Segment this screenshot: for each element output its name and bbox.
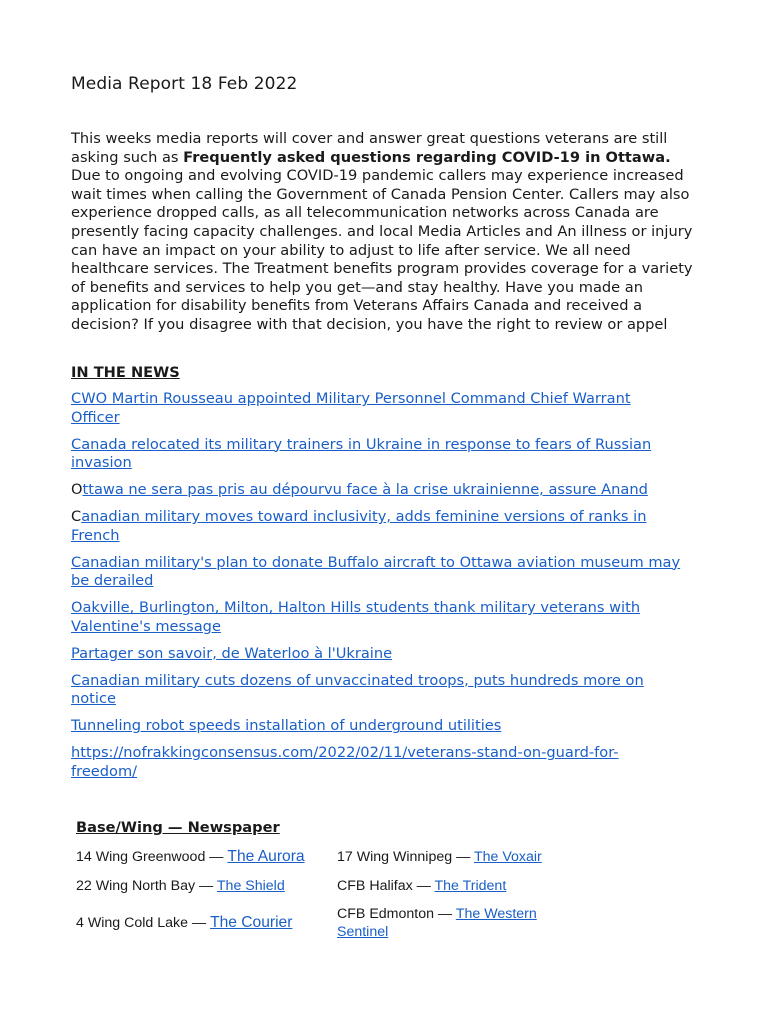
base-label: 4 Wing Cold Lake — (76, 915, 211, 931)
news-item (71, 481, 681, 500)
table-row (76, 840, 567, 873)
newspaper-link[interactable]: The Aurora (227, 847, 305, 865)
news-item (71, 717, 681, 736)
base-label: CFB Edmonton — (337, 906, 456, 922)
table-row (76, 898, 567, 948)
news-heading: IN THE NEWS (71, 364, 180, 381)
news-link[interactable]: Partager son savoir, de Waterloo à l'Ukraine (71, 644, 393, 662)
news-link[interactable]: https://nofrakkingconsensus.com/2022/02/11/veterans-stand-on-guard-for-freedom/ (71, 744, 619, 781)
base-label: 14 Wing Greenwood — (76, 848, 228, 865)
news-list (71, 390, 681, 790)
base-label: CFB Halifax — (337, 877, 435, 894)
news-item (71, 645, 681, 664)
news-item (71, 672, 681, 709)
base-wing-cell (337, 898, 567, 948)
document-title: Media Report 18 Feb 2022 (71, 74, 298, 94)
base-wing-cell (337, 840, 567, 873)
news-link[interactable]: Canadian military's plan to donate Buffalo aircraft to Ottawa aviation museum may be derailed (71, 553, 681, 590)
intro-text-start: This weeks media reports will cover and answer great questions veterans are still asking such as (71, 130, 668, 166)
intro-bold-question: Frequently asked questions regarding COVID-19 in Ottawa. (183, 148, 671, 166)
news-link[interactable]: ttawa ne sera pas pris au dépourvu face à la crise ukrainienne, assure Anand (82, 481, 648, 499)
newspaper-link[interactable]: The Western Sentinel (337, 906, 537, 940)
base-wing-cell (76, 840, 337, 873)
base-wing-cell (76, 898, 337, 948)
news-link[interactable]: anadian military moves toward inclusivity, adds feminine versions of ranks in French (71, 508, 647, 544)
news-item (71, 599, 681, 636)
base-label: 17 Wing Winnipeg — (337, 848, 474, 865)
news-item-lead: O (71, 481, 83, 499)
base-wing-cell (337, 873, 567, 898)
base-wing-cell (76, 873, 337, 898)
news-link[interactable]: Tunneling robot speeds installation of underground utilities (71, 717, 502, 735)
table-row (76, 873, 567, 898)
news-item (71, 554, 681, 591)
news-item (71, 508, 681, 545)
news-link[interactable]: Canadian military cuts dozens of unvaccinated troops, puts hundreds more on notice (71, 671, 644, 708)
news-item (71, 390, 681, 427)
base-wing-table (76, 840, 567, 948)
news-link[interactable]: CWO Martin Rousseau appointed Military Personnel Command Chief Warrant Officer (71, 390, 631, 426)
base-wing-heading: Base/Wing — Newspaper (76, 819, 280, 836)
base-label: 22 Wing North Bay — (76, 877, 217, 894)
news-link[interactable]: Canada relocated its military trainers in Ukraine in response to fears of Russian invasion (71, 435, 652, 472)
news-item-lead: C (71, 508, 82, 526)
news-link[interactable]: Oakville, Burlington, Milton, Halton Hills students thank military veterans with Valentine's message (71, 599, 641, 635)
newspaper-link[interactable]: The Voxair (473, 848, 542, 865)
intro-paragraph (71, 130, 699, 335)
newspaper-link[interactable]: The Courier (210, 914, 293, 931)
newspaper-link[interactable]: The Trident (434, 877, 507, 894)
news-item (71, 744, 681, 781)
intro-text-end: Due to ongoing and evolving COVID-19 pandemic callers may experience increased wait times when calling the Government of Canada Pension Center. Callers may also experience dropped calls, as all telecommunication networks across Canada are presently facing capacity challenges. and local Media Articles and An illness or injury can have an impact on your ability to adjust to life after service. We all need healthcare services. The Treatment benefits program provides coverage for a variety of benefits and services to help you get—and stay healthy. Have you made an application for disability benefits from Veterans Affairs Canada and received a decision? If you disagree with that decision, you have the right to review or appel (71, 167, 693, 333)
news-item (71, 436, 681, 473)
newspaper-link[interactable]: The Shield (216, 877, 285, 894)
